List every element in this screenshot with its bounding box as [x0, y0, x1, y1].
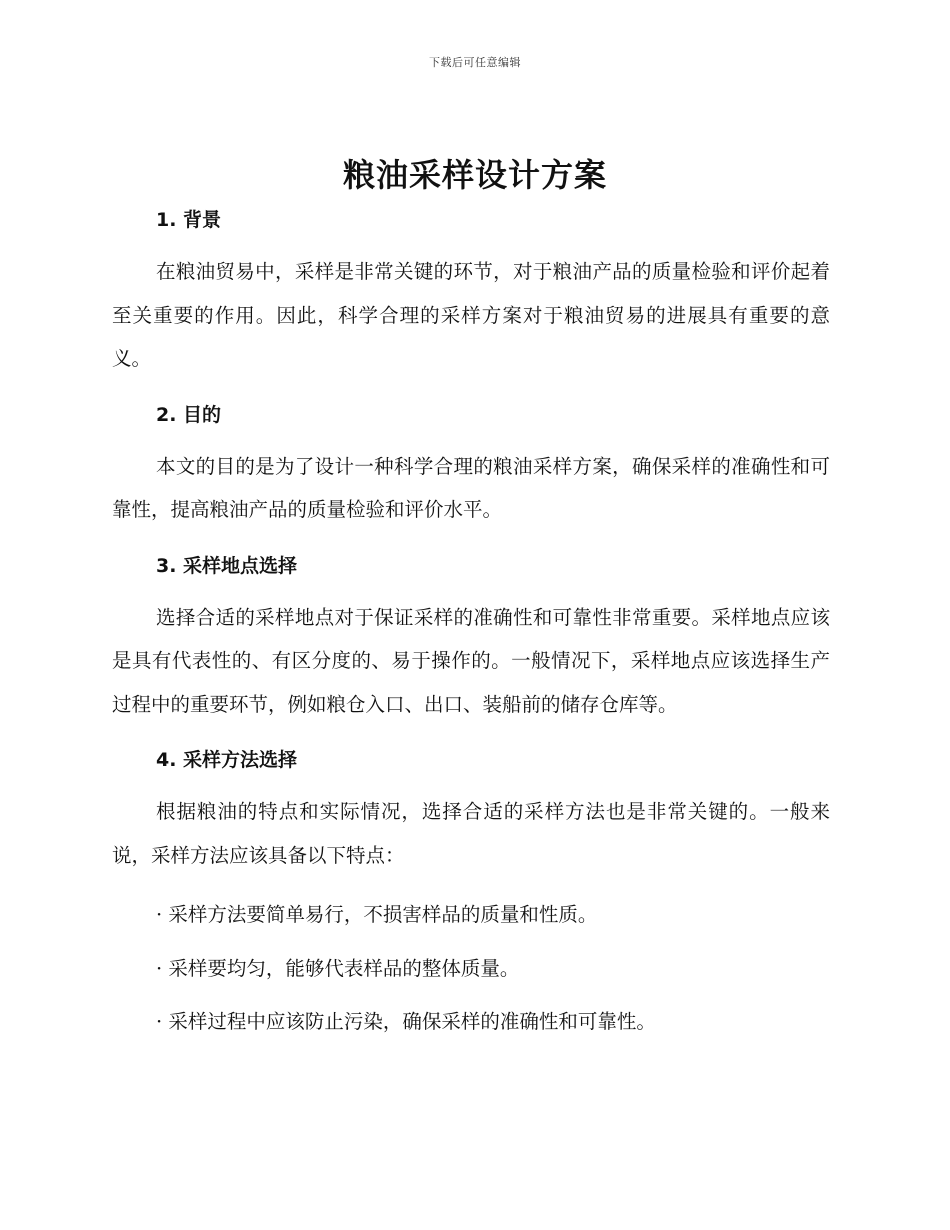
section-heading-purpose: 2. 目的: [156, 403, 222, 426]
document-title: 粮油采样设计方案: [342, 156, 607, 194]
section-paragraph-purpose: 本文的目的是为了设计一种科学合理的粮油采样方案，确保采样的准确性和可靠性，提高粮油产品的质量检验和评价水平。: [112, 454, 830, 521]
bullet-item: · 采样要均匀，能够代表样品的整体质量。: [156, 956, 520, 980]
bullet-item: · 采样方法要简单易行，不损害样品的质量和性质。: [156, 903, 598, 926]
bullet-item: · 采样过程中应该防止污染，确保采样的准确性和可靠性。: [156, 1010, 656, 1033]
document-body: [112, 202, 830, 1054]
section-heading-sampling-location: 3. 采样地点选择: [156, 554, 298, 577]
header-note: 下载后可任意编辑: [429, 56, 521, 69]
section-paragraph-sampling-location: 选择合适的采样地点对于保证采样的准确性和可靠性非常重要。采样地点应该是具有代表性的、有区分度的、易于操作的。一般情况下，采样地点应该选择生产过程中的重要环节，例如粮仓入口、出口、装船前的储存仓库等。: [112, 605, 830, 716]
section-paragraph-sampling-method: 根据粮油的特点和实际情况，选择合适的采样方法也是非常关键的。一般来说，采样方法应该具备以下特点：: [112, 800, 830, 867]
section-heading-background: 1. 背景: [156, 209, 222, 231]
section-paragraph-background: 在粮油贸易中，采样是非常关键的环节，对于粮油产品的质量检验和评价起着至关重要的作用。因此，科学合理的采样方案对于粮油贸易的进展具有重要的意义。: [112, 260, 830, 370]
section-heading-sampling-method: 4. 采样方法选择: [156, 749, 298, 771]
